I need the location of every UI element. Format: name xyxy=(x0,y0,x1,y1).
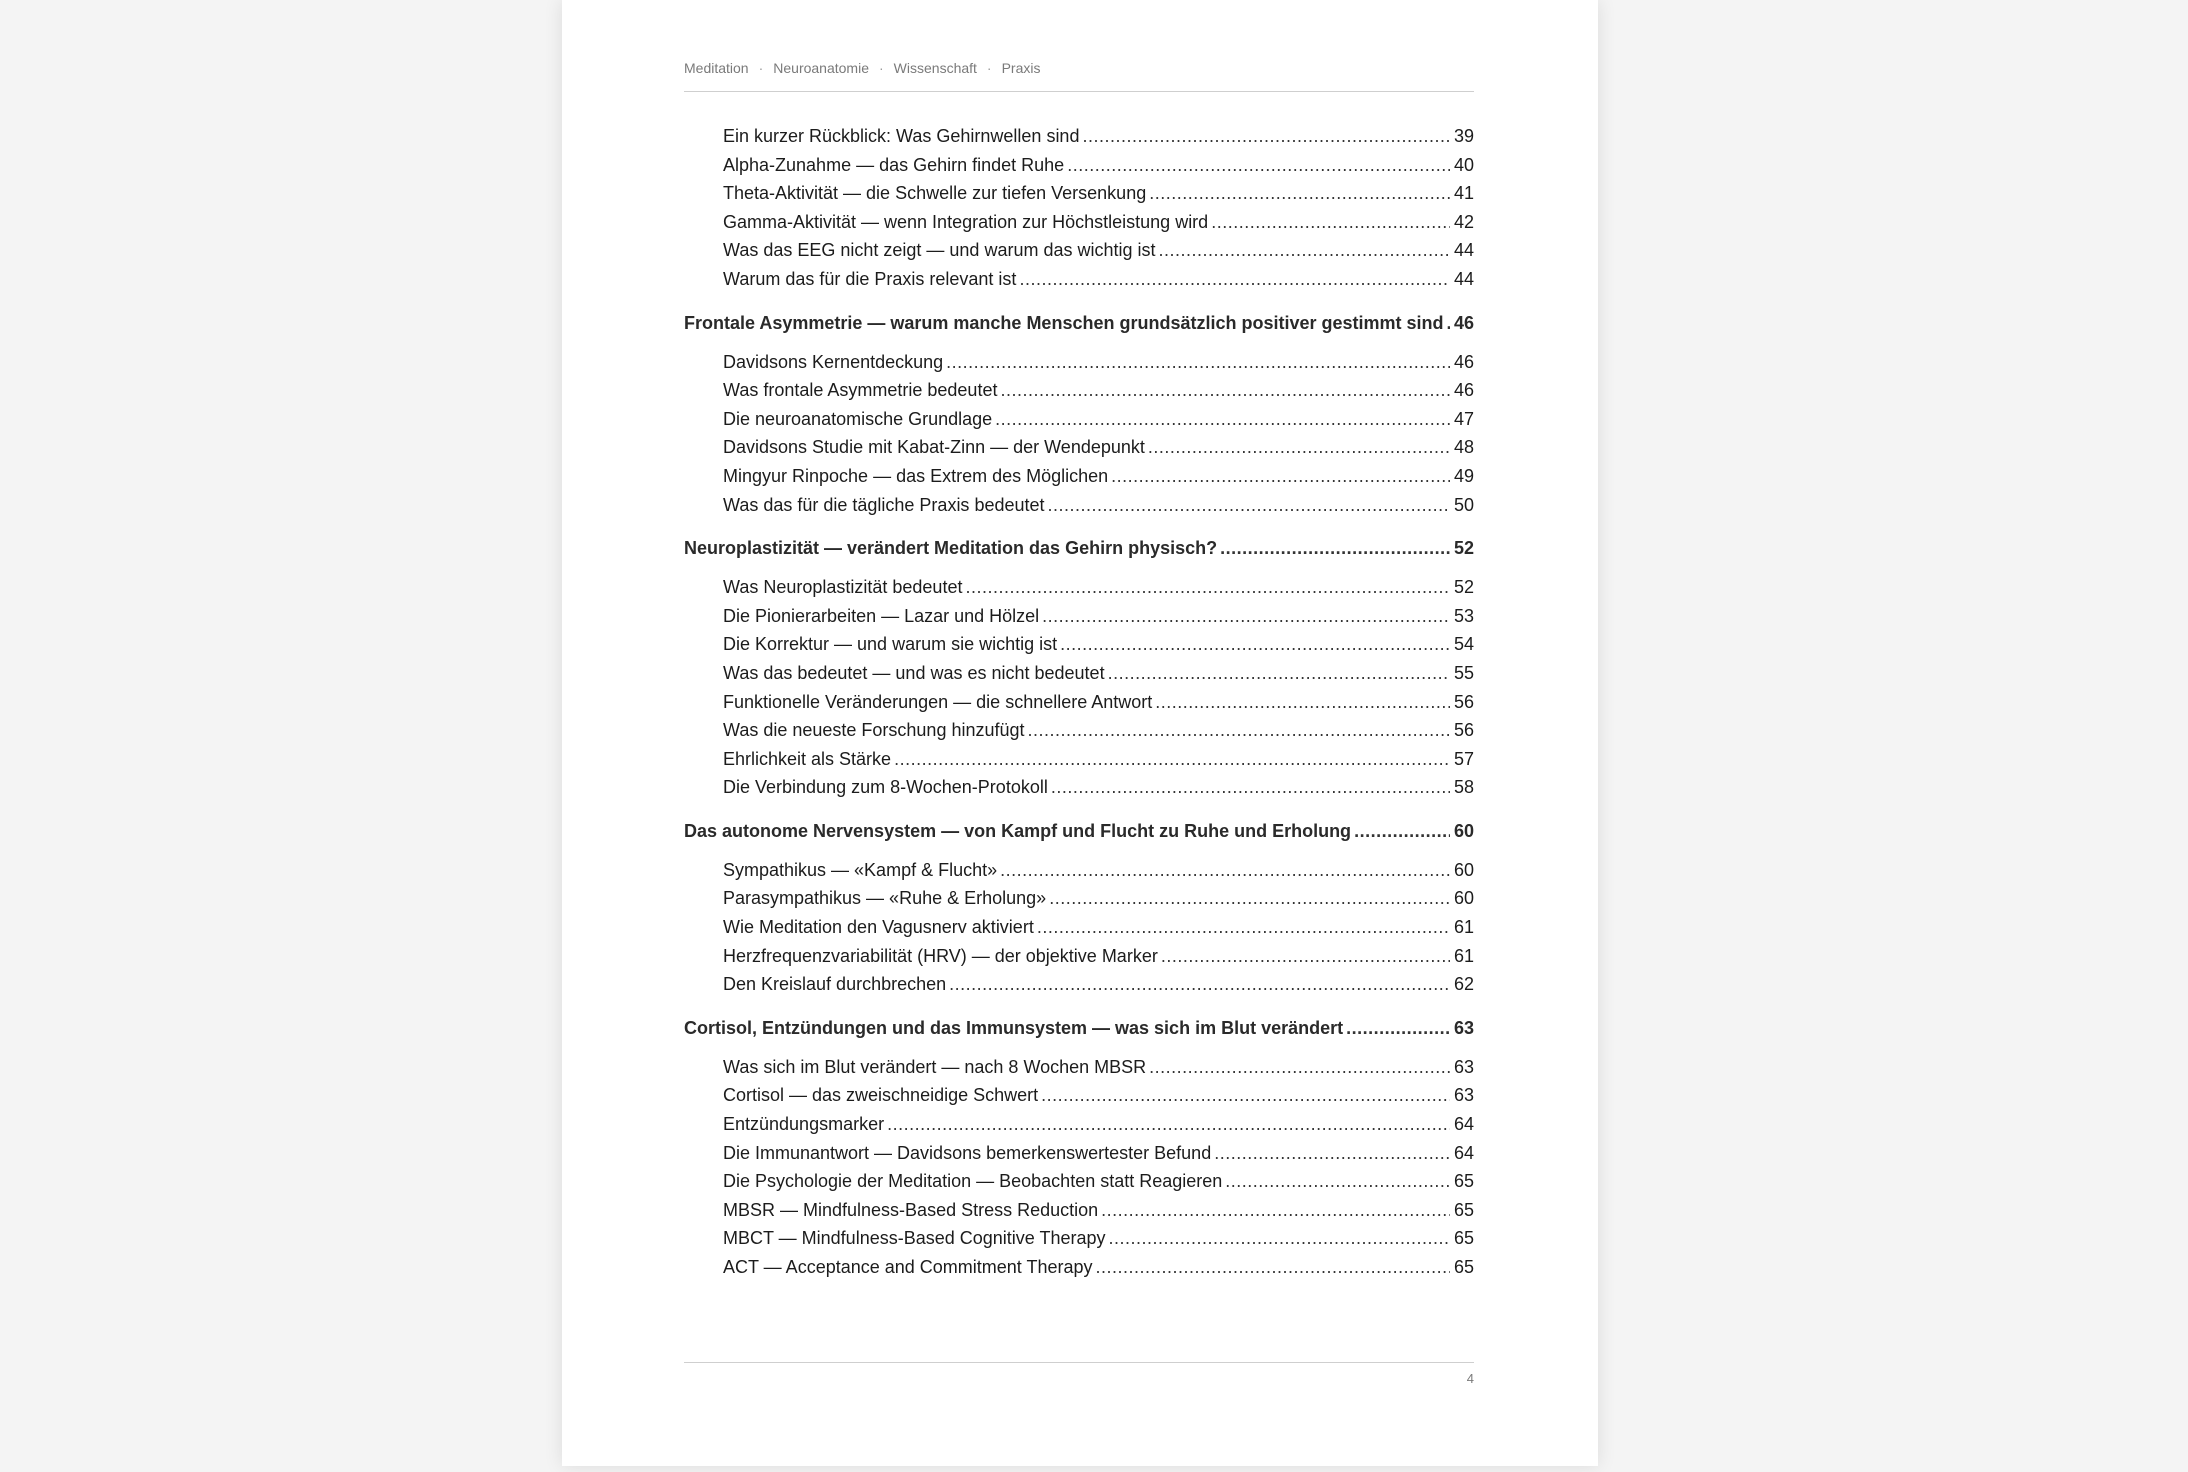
toc-entry-title: Mingyur Rinpoche — das Extrem des Möglichen xyxy=(723,465,1109,486)
toc-section-entry[interactable] xyxy=(684,1167,1474,1196)
toc-entry-title: Ehrlichkeit als Stärke xyxy=(723,748,892,769)
toc-leader-dots xyxy=(1108,659,1450,688)
toc-entry-page: 64 xyxy=(1453,1114,1474,1135)
toc-section-entry[interactable] xyxy=(684,1196,1474,1225)
toc-entry-page: 63 xyxy=(1453,1085,1474,1106)
toc-entry-title: ACT — Acceptance and Commitment Therapy xyxy=(723,1257,1093,1277)
toc-leader-dots xyxy=(1214,1139,1450,1168)
toc-leader-dots xyxy=(1447,306,1450,340)
toc-entry-page: 46 xyxy=(1453,312,1474,333)
toc-entry-page: 62 xyxy=(1453,974,1474,995)
toc-section-entry[interactable] xyxy=(684,630,1474,659)
toc-leader-dots xyxy=(1019,265,1450,294)
toc-entry-page: 61 xyxy=(1453,917,1474,938)
toc-section-entry[interactable] xyxy=(684,433,1474,462)
toc-section-entry[interactable] xyxy=(684,376,1474,405)
toc-section-entry[interactable] xyxy=(684,659,1474,688)
toc-leader-dots xyxy=(1060,630,1450,659)
toc-entry-page: 44 xyxy=(1453,268,1474,289)
toc-entry-page: 58 xyxy=(1453,777,1474,798)
toc-leader-dots xyxy=(1042,602,1450,631)
toc-leader-dots xyxy=(1109,1224,1451,1253)
toc-section-entry[interactable] xyxy=(684,462,1474,491)
toc-section-entry[interactable] xyxy=(684,348,1474,377)
toc-entry-title: Entzündungsmarker xyxy=(723,1114,885,1135)
toc-entry-title: Die Immunantwort — Davidsons bemerkenswertester Befund xyxy=(723,1142,1212,1163)
toc-entry-page: 56 xyxy=(1453,691,1474,712)
header-crumb-praxis: Praxis xyxy=(1001,60,1041,76)
toc-entry-page: 46 xyxy=(1453,351,1474,372)
toc-entry-title: Was das bedeutet — und was es nicht bedeutet xyxy=(723,662,1105,683)
toc-leader-dots xyxy=(1211,208,1450,237)
toc-entry-title: Herzfrequenzvariabilität (HRV) — der objektive Marker xyxy=(723,945,1158,966)
toc-leader-dots xyxy=(1346,1011,1450,1045)
toc-entry-title: Davidsons Studie mit Kabat-Zinn — der Wendepunkt xyxy=(723,437,1145,458)
toc-entry-page: 60 xyxy=(1453,820,1474,841)
toc-entry-title: Die Pionierarbeiten — Lazar und Hölzel xyxy=(723,605,1040,626)
toc-entry-page: 54 xyxy=(1453,634,1474,655)
toc-entry-title: Frontale Asymmetrie — warum manche Menschen grundsätzlich positiver gestimmt sind xyxy=(684,312,1444,333)
running-header xyxy=(684,60,1474,76)
toc-leader-dots xyxy=(887,1110,1450,1139)
toc-entry-title: Wie Meditation den Vagusnerv aktiviert xyxy=(723,917,1034,938)
toc-chapter-entry[interactable] xyxy=(684,306,1474,340)
toc-section-entry[interactable] xyxy=(684,1139,1474,1168)
toc-entry-page: 50 xyxy=(1453,494,1474,515)
header-divider xyxy=(684,91,1474,92)
toc-section-entry[interactable] xyxy=(684,1224,1474,1253)
toc-entry-page: 61 xyxy=(1453,945,1474,966)
toc-section-entry[interactable] xyxy=(684,265,1474,294)
document-page xyxy=(562,0,1598,1466)
toc-entry-page: 65 xyxy=(1453,1257,1474,1277)
toc-section-entry[interactable] xyxy=(684,151,1474,180)
toc-entry-page: 52 xyxy=(1453,577,1474,598)
toc-entry-page: 39 xyxy=(1453,126,1474,146)
toc-section-entry[interactable] xyxy=(684,1081,1474,1110)
toc-leader-dots xyxy=(1028,716,1450,745)
toc-leader-dots xyxy=(1149,179,1450,208)
toc-entry-page: 46 xyxy=(1453,380,1474,401)
toc-entry-title: Die neuroanatomische Grundlage xyxy=(723,408,993,429)
toc-entry-page: 48 xyxy=(1453,437,1474,458)
toc-entry-page: 65 xyxy=(1453,1228,1474,1249)
toc-leader-dots xyxy=(1161,942,1450,971)
toc-entry-title: Alpha-Zunahme — das Gehirn findet Ruhe xyxy=(723,154,1065,175)
toc-section-entry[interactable] xyxy=(684,236,1474,265)
toc-section-entry[interactable] xyxy=(684,970,1474,999)
toc-entry-page: 60 xyxy=(1453,888,1474,909)
toc-chapter-entry[interactable] xyxy=(684,531,1474,565)
toc-section-entry[interactable] xyxy=(684,602,1474,631)
toc-entry-title: Was das EEG nicht zeigt — und warum das wichtig ist xyxy=(723,240,1156,261)
toc-section-entry[interactable] xyxy=(684,405,1474,434)
toc-entry-title: Was Neuroplastizität bedeutet xyxy=(723,577,963,598)
toc-section-entry[interactable] xyxy=(684,942,1474,971)
toc-entry-title: Cortisol — das zweischneidige Schwert xyxy=(723,1085,1039,1106)
toc-entry-title: Die Psychologie der Meditation — Beobachten statt Reagieren xyxy=(723,1171,1223,1192)
toc-entry-title: Warum das für die Praxis relevant ist xyxy=(723,268,1017,289)
toc-section-entry[interactable] xyxy=(684,573,1474,602)
toc-leader-dots xyxy=(1096,1253,1450,1282)
toc-leader-dots xyxy=(1067,151,1450,180)
toc-chapter-entry[interactable] xyxy=(684,814,1474,848)
toc-section-entry[interactable] xyxy=(684,1253,1474,1282)
header-crumb-meditation: Meditation xyxy=(684,60,749,76)
toc-leader-dots xyxy=(1111,462,1450,491)
toc-entry-page: 65 xyxy=(1453,1199,1474,1220)
toc-section-entry[interactable] xyxy=(684,1053,1474,1082)
toc-section-entry[interactable] xyxy=(684,856,1474,885)
toc-entry-title: MBSR — Mindfulness-Based Stress Reduction xyxy=(723,1199,1099,1220)
toc-leader-dots xyxy=(1101,1196,1450,1225)
toc-leader-dots xyxy=(1041,1081,1450,1110)
toc-section-entry[interactable] xyxy=(684,688,1474,717)
toc-leader-dots xyxy=(949,970,1450,999)
toc-leader-dots xyxy=(1155,688,1450,717)
toc-entry-title: Was sich im Blut verändert — nach 8 Wochen MBSR xyxy=(723,1056,1147,1077)
toc-section-entry[interactable] xyxy=(684,884,1474,913)
toc-section-entry[interactable] xyxy=(684,208,1474,237)
toc-entry-title: MBCT — Mindfulness-Based Cognitive Therapy xyxy=(723,1228,1106,1249)
toc-leader-dots xyxy=(965,573,1450,602)
toc-section-entry[interactable] xyxy=(684,745,1474,774)
toc-entry-title: Was das für die tägliche Praxis bedeutet xyxy=(723,494,1045,515)
toc-entry-title: Cortisol, Entzündungen und das Immunsystem — was sich im Blut verändert xyxy=(684,1017,1344,1038)
toc-section-entry[interactable] xyxy=(684,179,1474,208)
toc-leader-dots xyxy=(1149,1053,1450,1082)
toc-entry-page: 53 xyxy=(1453,605,1474,626)
toc-entry-title: Ein kurzer Rückblick: Was Gehirnwellen sind xyxy=(723,126,1080,146)
toc-entry-title: Den Kreislauf durchbrechen xyxy=(723,974,947,995)
toc-entry-page: 49 xyxy=(1453,465,1474,486)
toc-leader-dots xyxy=(1000,856,1450,885)
toc-entry-page: 47 xyxy=(1453,408,1474,429)
table-of-contents xyxy=(684,122,1474,1282)
toc-leader-dots xyxy=(1148,433,1450,462)
toc-entry-page: 55 xyxy=(1453,662,1474,683)
toc-leader-dots xyxy=(1051,773,1450,802)
toc-section-entry[interactable] xyxy=(684,122,1474,151)
toc-entry-page: 40 xyxy=(1453,154,1474,175)
toc-leader-dots xyxy=(1000,376,1450,405)
toc-leader-dots xyxy=(1354,814,1450,848)
header-separator: · xyxy=(879,60,884,76)
toc-entry-title: Was die neueste Forschung hinzufügt xyxy=(723,720,1025,741)
toc-entry-title: Die Korrektur — und warum sie wichtig ist xyxy=(723,634,1058,655)
toc-entry-page: 52 xyxy=(1453,538,1474,559)
toc-leader-dots xyxy=(1159,236,1450,265)
toc-section-entry[interactable] xyxy=(684,773,1474,802)
toc-entry-page: 65 xyxy=(1453,1171,1474,1192)
toc-entry-title: Funktionelle Veränderungen — die schnellere Antwort xyxy=(723,691,1153,712)
toc-entry-page: 57 xyxy=(1453,748,1474,769)
toc-entry-title: Was frontale Asymmetrie bedeutet xyxy=(723,380,998,401)
header-separator: · xyxy=(758,60,764,76)
header-crumb-wissenschaft: Wissenschaft xyxy=(893,60,977,76)
toc-entry-page: 44 xyxy=(1453,240,1474,261)
toc-leader-dots xyxy=(1049,884,1450,913)
toc-section-entry[interactable] xyxy=(684,913,1474,942)
header-crumb-neuroanatomie: Neuroanatomie xyxy=(773,60,869,76)
toc-leader-dots xyxy=(995,405,1450,434)
toc-leader-dots xyxy=(1048,491,1450,520)
toc-entry-page: 63 xyxy=(1453,1056,1474,1077)
toc-entry-title: Parasympathikus — «Ruhe & Erholung» xyxy=(723,888,1047,909)
toc-entry-page: 42 xyxy=(1453,211,1474,232)
footer-divider xyxy=(684,1362,1474,1363)
toc-entry-title: Das autonome Nervensystem — von Kampf und Flucht zu Ruhe und Erholung xyxy=(684,820,1352,841)
toc-leader-dots xyxy=(1220,531,1450,565)
page-number: 4 xyxy=(1466,1371,1474,1386)
header-separator: · xyxy=(986,60,992,76)
toc-chapter-entry[interactable] xyxy=(684,1011,1474,1045)
toc-entry-title: Gamma-Aktivität — wenn Integration zur Höchstleistung wird xyxy=(723,211,1209,232)
toc-entry-page: 63 xyxy=(1453,1017,1474,1038)
toc-entry-title: Davidsons Kernentdeckung xyxy=(723,351,944,372)
toc-section-entry[interactable] xyxy=(684,491,1474,520)
toc-leader-dots xyxy=(1082,122,1450,151)
toc-entry-title: Neuroplastizität — verändert Meditation das Gehirn physisch? xyxy=(684,538,1218,559)
toc-entry-page: 41 xyxy=(1453,183,1474,204)
toc-entry-page: 60 xyxy=(1453,859,1474,880)
toc-section-entry[interactable] xyxy=(684,1110,1474,1139)
toc-leader-dots xyxy=(894,745,1450,774)
toc-leader-dots xyxy=(946,348,1450,377)
toc-entry-title: Sympathikus — «Kampf & Flucht» xyxy=(723,859,998,880)
toc-leader-dots xyxy=(1037,913,1450,942)
toc-entry-title: Theta-Aktivität — die Schwelle zur tiefen Versenkung xyxy=(723,183,1147,204)
toc-entry-title: Die Verbindung zum 8-Wochen-Protokoll xyxy=(723,777,1048,798)
toc-leader-dots xyxy=(1225,1167,1450,1196)
toc-section-entry[interactable] xyxy=(684,716,1474,745)
toc-entry-page: 64 xyxy=(1453,1142,1474,1163)
toc-entry-page: 56 xyxy=(1453,720,1474,741)
